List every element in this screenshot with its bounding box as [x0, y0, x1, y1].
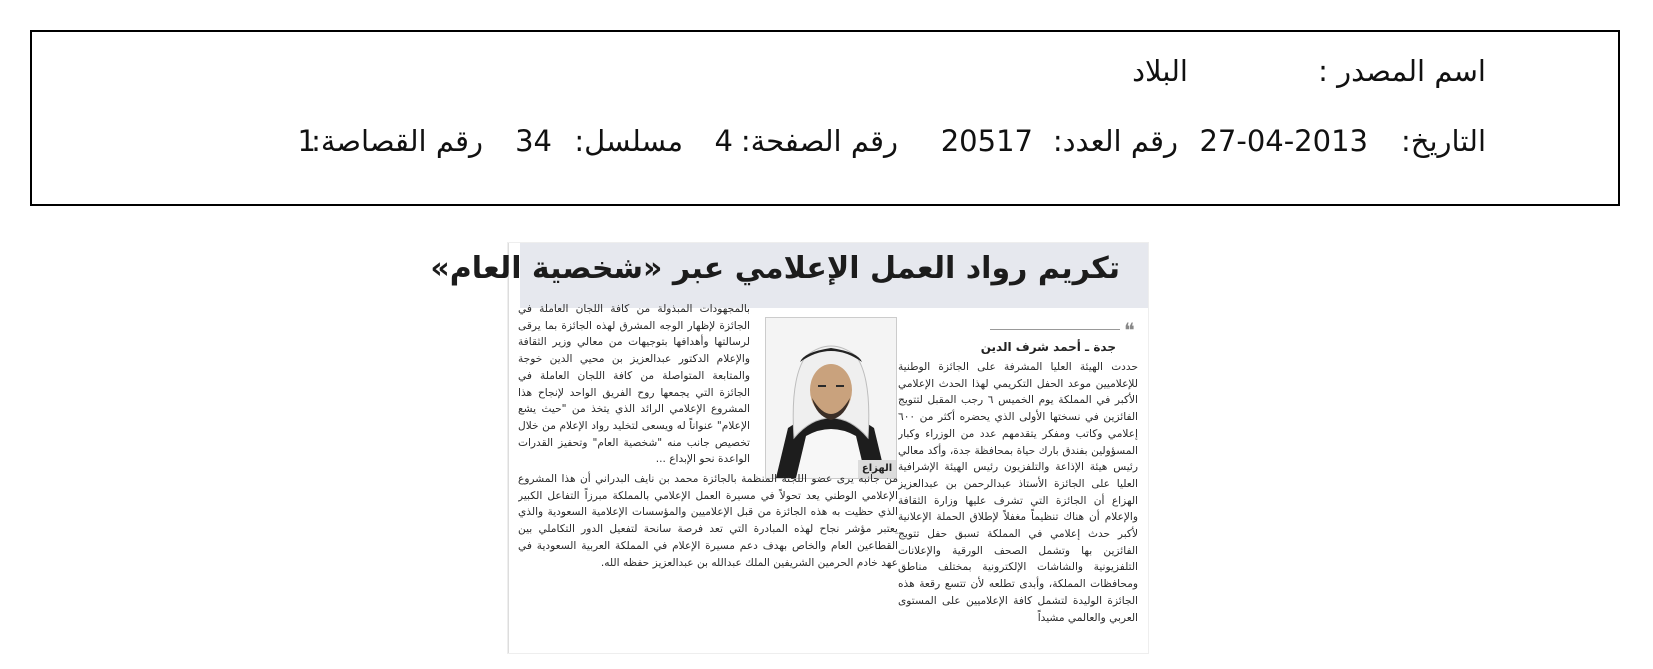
article-headline: تكريم رواد العمل الإعلامي عبر «شخصية العام»	[430, 251, 1120, 286]
quote-mark-icon: ❝	[1124, 318, 1135, 342]
article-left-column-bottom	[518, 471, 898, 649]
page-label: رقم الصفحة:	[740, 124, 898, 158]
newspaper-clipping	[430, 243, 1148, 653]
portrait-image-icon	[766, 318, 896, 478]
portrait-photo	[765, 317, 897, 479]
clipping-metadata-box	[30, 30, 1620, 206]
page-value: 4	[714, 124, 733, 158]
date-label: التاريخ:	[1400, 124, 1486, 158]
serial-label: مسلسل:	[574, 124, 683, 158]
date-value: 27-04-2013	[1199, 124, 1368, 158]
serial-value: 34	[515, 124, 552, 158]
column-rule	[508, 243, 509, 653]
clip-label: رقم القصاصة:	[311, 124, 483, 158]
issue-value: 20517	[940, 124, 1033, 158]
right-column-text: حددت الهيئة العليا المشرفة على الجائزة الوطنية للإعلاميين موعد الحفل التكريمي لهذا الحدث الإعلامي الأكبر في المملكة يوم الخميس ٦ رجب المقبل لتتويج الفائزين في نسختها الأولى الذي يحضره أكثر من ٦٠٠ إعلامي وكاتب ومفكر يتقدمهم عدد من الوزراء وكبار المسؤولين بفندق بارك حياة بمحافظة جدة، وأكد معالي رئيس هيئة الإذاعة والتلفزيون رئيس الهيئة الإشرافية العليا على الجائزة الأستاذ عبدالرحمن بن عبدالعزيز الهزاع أن الجائزة التي تشرف عليها وزارة الثقافة والإعلام أن هناك تنظيماً مغفلاً لإطلاق الحملة الإعلانية لأكبر حدث إعلامي في المملكة تسبق حفل تتويج الفائزين بها وتشمل الصحف الورقية والإعلانات التلفزيونية والشاشات الإلكترونية بمختلف مناطق ومحافظات المملكة، وأبدى تطلعه لأن تتسع رقعة هذه الجائزة الوليدة لتشمل كافة الإعلاميين على المستوى العربي والعالمي مشيداً	[898, 361, 1138, 624]
photo-caption: الهزاع	[858, 460, 896, 478]
source-value: البلاد	[1132, 54, 1188, 88]
article-right-column	[898, 359, 1138, 649]
source-label: اسم المصدر :	[1318, 54, 1486, 88]
clip-value: 1	[297, 124, 316, 158]
headline-bar	[430, 243, 1148, 308]
left-column-bottom-text: من جانبه يرى عضو اللجنة المنظمة بالجائزة محمد بن نايف البدراني أن هذا المشروع الإعلامي الوطني يعد تحولاً في مسيرة العمل الإعلامي بالمملكة مبرزاً التفاعل الكبير الذي حظيت به هذه الجائزة من قبل الإعلاميين والمؤسسات الإعلامية السعودية والذي يعتبر مؤشر نجاح لهذه المبادرة التي تعد فرصة سانحة لتفعيل الدور التكاملي بين القطاعين العام والخاص بهدف دعم مسيرة الإعلام في المملكة العربية السعودية في عهد خادم الحرمين الشريفين الملك عبدالله بن عبدالعزيز حفظه الله.	[518, 473, 898, 569]
article-byline: جدة ـ أحمد شرف الدين	[980, 340, 1116, 354]
article-left-column-top	[518, 301, 750, 491]
issue-label: رقم العدد:	[1052, 124, 1178, 158]
left-column-top-text: بالمجهودات المبذولة من كافة اللجان العاملة في الجائزة لإظهار الوجه المشرق لهذه الجائزة بما يرقى لرسالتها وأهدافها بتوجيهات من معالي وزير الثقافة والإعلام الدكتور عبدالعزيز بن محيي الدين خوجة والمتابعة المتواصلة من كافة اللجان العاملة في الجائزة التي يجمعها روح الفريق الواحد لإنجاح هذا المشروع الإعلامي الرائد الذي يتخذ من "حيث يشع الإعلام" عنواناً له ويسعى لتخليد رواد الإعلام من خلال تخصيص جانب منه "شخصية العام" وتحفيز القدرات الواعدة نحو الإبداع ...	[518, 303, 750, 466]
byline-divider	[990, 329, 1120, 330]
